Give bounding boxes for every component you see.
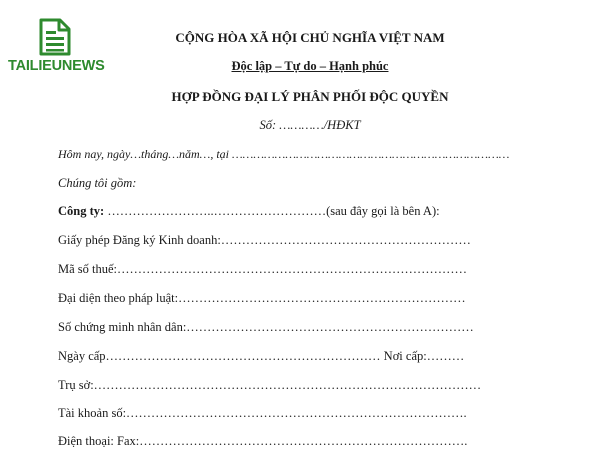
office-line: Trụ sở:………………………………………………………………………………… (58, 378, 482, 392)
company-label: Công ty: (58, 204, 105, 218)
motto: Độc lập – Tự do – Hạnh phúc (231, 59, 389, 73)
phone-fax-line: Điện thoại: Fax:……………………………………………………………………. (58, 434, 468, 448)
license-line: Giấy phép Đăng ký Kinh doanh:…………………………………………………… (58, 233, 471, 247)
representative-line: Đại diện theo pháp luật:…………………………………………………………… (58, 291, 466, 305)
issue-date-line: Ngày cấp………………………………………………………… Nơi cấp:……… (58, 349, 465, 363)
contract-title: HỢP ĐỒNG ĐẠI LÝ PHÂN PHỐI ĐỘC QUYỀN (171, 89, 449, 104)
we-are-label: Chúng tôi gồm: (58, 176, 137, 190)
company-line (58, 204, 440, 219)
logo-text: TAILIEUNEWS (8, 58, 105, 74)
date-line: Hôm nay, ngày…tháng…năm…, tại …………………………………………………………………… (58, 147, 510, 161)
company-value: ……………………..………………………(sau đây gọi là bên A): (104, 204, 440, 218)
country-heading: CỘNG HÒA XÃ HỘI CHỦ NGHĨA VIỆT NAM (175, 30, 445, 45)
tax-line: Mã số thuế:………………………………………………………………………… (58, 262, 468, 276)
account-line: Tài khoản số:………………………………………………………………………. (58, 406, 467, 420)
contract-number: Số: …………/HĐKT (259, 118, 361, 132)
id-number-line: Số chứng minh nhân dân:…………………………………………………………… (58, 320, 474, 334)
